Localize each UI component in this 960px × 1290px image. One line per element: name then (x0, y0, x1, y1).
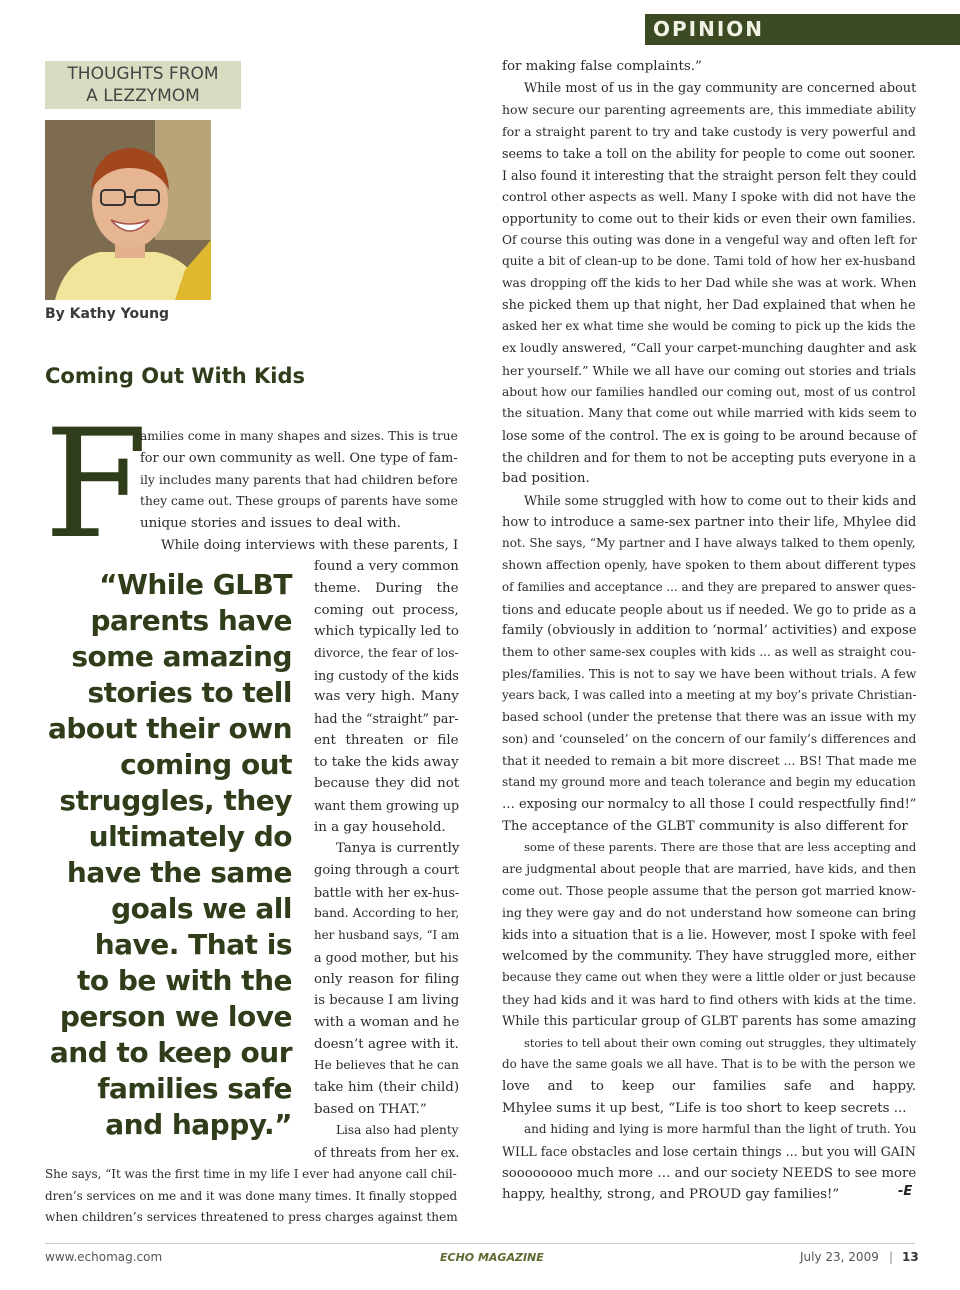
body-text-line: happy, healthy, strong, and PROUD gay families!” (502, 1187, 840, 1203)
body-text-line: While this particular group of GLBT parents has some amazing (502, 1013, 917, 1029)
body-text-line: lose some of the control. The ex is going to be around because of (502, 427, 917, 443)
body-text-line: some of these parents. There are those that are less accepting and (524, 840, 917, 855)
signoff: -E (898, 1184, 913, 1199)
body-text-line: stories to tell about their own coming out struggles, they ultimately (524, 1035, 917, 1050)
body-text-line: do have the same goals we all have. That is to be with the person we (502, 1057, 916, 1072)
body-text-line: about how our families handled our coming out, most of us control (502, 384, 916, 399)
pull-quote-line: ultimately do (88, 820, 292, 853)
pull-quote-line: have. That is (94, 928, 292, 961)
body-text-line: found a very common (314, 559, 459, 575)
body-text-line: going through a court (314, 863, 460, 878)
body-text-line: divorce, the fear of los- (314, 646, 459, 660)
body-text-line: ples/families. This is not to say we have been without trials. A few (502, 666, 917, 681)
body-text-line: to take the kids away (314, 754, 459, 770)
body-text-line: which typically led to (314, 624, 459, 640)
body-text-line: battle with her ex-hus- (314, 884, 460, 900)
author-photo (45, 120, 211, 300)
article-headline: Coming Out With Kids (45, 364, 306, 388)
body-text-line: them to other same-sex couples with kids ... as well as straight cou- (502, 644, 916, 659)
body-text-line: her yourself.” While we all have our coming out stories and trials (502, 362, 917, 378)
body-text-line: ily includes many parents that had children before (140, 472, 458, 488)
body-text-line: opportunity to come out to their kids or even their own families. (502, 210, 916, 226)
body-text-line: of families and acceptance ... and they are prepared to answer ques- (502, 579, 916, 594)
pull-quote-line: some amazing (71, 640, 292, 673)
body-text-line: Lisa also had plenty (336, 1123, 459, 1138)
body-text-line: He believes that he can (314, 1058, 459, 1073)
body-text-line: when children’s services threatened to press charges against them (45, 1210, 458, 1225)
body-text-line: they came out. These groups of parents have some (140, 494, 458, 509)
body-text-line: seems to take a toll on the ability for people to come out sooner. (502, 145, 916, 161)
pull-quote-line: have the same (66, 856, 292, 889)
column-tag (45, 61, 241, 109)
footer-website[interactable]: www.echomag.com (45, 1250, 163, 1264)
body-text-line: I also found it interesting that the straight person felt they could (502, 167, 917, 183)
body-text-line: and hiding and lying is more harmful than the light of truth. You (524, 1122, 917, 1137)
body-text-line: son) and ‘counseled’ on the concern of our family’s differences and (502, 731, 917, 746)
body-text-line: WILL face obstacles and lose certain things ... but you will GAIN (502, 1144, 916, 1159)
body-text-line: band. According to her, (314, 906, 460, 921)
body-text-line: ex loudly answered, “Call your carpet-munching daughter and ask (502, 341, 917, 356)
body-text-line: amilies come in many shapes and sizes. This is true (140, 429, 458, 443)
body-text-line: Mhylee sums it up best, “Life is too short to keep secrets ... (502, 1100, 907, 1116)
body-text-line: for our own community as well. One type of fam- (140, 450, 458, 466)
body-text-line: Tanya is currently (336, 841, 460, 857)
footer-date: July 23, 2009 (800, 1250, 879, 1264)
body-text-line: of threats from her ex. (314, 1145, 460, 1161)
body-text-line: they had kids and it was hard to find others with kids at the time. (502, 992, 917, 1008)
body-text-line: come out. Those people assume that the person got married know- (502, 883, 916, 898)
pull-quote-line: coming out (120, 748, 292, 781)
pull-quote (48, 567, 292, 1143)
pull-quote-line: stories to tell (87, 676, 292, 709)
body-text-line: how to introduce a same-sex partner into their life, Mhylee did (502, 514, 917, 530)
body-text-line: theme. During the (314, 580, 459, 596)
body-text-line: control other aspects as well. Many I spoke with did not have the (502, 189, 916, 205)
body-text-line: Of course this outing was done in a vengeful way and often left for (502, 232, 917, 247)
body-text-line: want them growing up (314, 797, 460, 813)
body-text-line: in a gay household. (314, 819, 446, 835)
body-text-line: shown affection openly, have spoken to them about different types (502, 558, 916, 573)
body-text-line: because they did not (314, 776, 460, 792)
body-text-line: stand my ground more and teach tolerance and begin my education (502, 775, 916, 790)
pull-quote-line: to be with the (77, 964, 292, 997)
pull-quote-line: families safe (97, 1072, 292, 1105)
body-text-line: was very high. Many (314, 689, 459, 705)
body-text-line: the children and for them to not be accepting puts everyone in a (502, 449, 917, 465)
body-text-line: asked her ex what time she would be coming to pick up the kids the (502, 319, 916, 334)
body-text-line: love and to keep our families safe and happy. (502, 1078, 917, 1094)
body-text-line: was dropping off the kids to her Dad while she was at work. When (502, 276, 917, 290)
footer-magazine: ECHO MAGAZINE (440, 1251, 544, 1264)
pull-quote-line: goals we all (111, 892, 292, 925)
page-number: 13 (902, 1250, 919, 1264)
body-text-line: for a straight parent to try and take custody is very powerful and (502, 124, 916, 140)
body-text-line: tions and educate people about us if needed. We go to pride as a (502, 601, 917, 617)
body-text-line: ing they were gay and do not understand how someone can bring (502, 905, 917, 921)
body-text-line: coming out process, (314, 602, 459, 618)
body-text-line: She says, “It was the first time in my life I ever had anyone call chil- (45, 1166, 457, 1181)
body-text-line: While most of us in the gay community are concerned about (524, 80, 917, 96)
body-text-line: based school (under the pretense that there was an issue with my (502, 710, 917, 724)
author-photo-image (45, 120, 211, 300)
footer-rule (45, 1243, 915, 1244)
pull-quote-line: parents have (90, 604, 292, 637)
body-text-line: had the “straight” par- (314, 711, 459, 727)
body-text-line: doesn’t agree with it. (314, 1036, 459, 1052)
body-text-line: is because I am living (314, 993, 460, 1009)
body-text-line: soooooooo much more … and our society NEEDS to see more (502, 1165, 917, 1181)
body-text-line: only reason for filing (314, 971, 460, 987)
body-text-line: how secure our parenting agreements are, this immediate ability (502, 102, 917, 118)
body-text-line: for making false complaints.” (502, 59, 702, 74)
body-text-line: welcomed by the community. They have struggled more, either (502, 948, 916, 964)
body-text-line: because they came out when they were a little older or just because (502, 970, 916, 985)
body-text-line: unique stories and issues to deal with. (140, 515, 401, 531)
byline: By Kathy Young (45, 306, 170, 322)
drop-cap: F (44, 398, 149, 572)
body-text-line: years back, I was called into a meeting at my boy’s private Christian- (502, 688, 917, 703)
column-tag-line: A LEZZYMOM (86, 86, 200, 106)
body-text-line: with a woman and he (314, 1014, 460, 1030)
footer-separator: | (889, 1250, 894, 1264)
body-text-line: ing custody of the kids (314, 667, 459, 683)
body-text-line: are judgmental about people that are married, have kids, and then (502, 861, 917, 876)
pull-quote-line: and happy.” (105, 1108, 292, 1141)
body-text-line: While doing interviews with these parents, I (161, 537, 459, 553)
body-text-line: take him (their child) (314, 1080, 460, 1095)
body-text-line: family (obviously in addition to ‘normal’ activities) and expose (502, 623, 917, 639)
body-text-line: the situation. Many that come out while married with kids seem to (502, 406, 917, 421)
body-text-line: based on THAT.” (314, 1101, 427, 1117)
body-text-line: ent threaten or file (314, 732, 459, 748)
body-text-line: … exposing our normalcy to all those I could respectfully find!” (502, 796, 917, 812)
body-text-line: not. She says, “My partner and I have always talked to them openly, (502, 536, 916, 551)
body-text-line: quite a bit of clean-up to be done. Tami told of how her ex-husband (502, 254, 916, 269)
body-text-line: bad position. (502, 471, 590, 487)
body-text-line: dren’s services on me and it was done many times. It finally stopped (45, 1188, 458, 1203)
pull-quote-line: “While GLBT (99, 568, 292, 601)
pull-quote-line: person we love (59, 1000, 292, 1033)
body-text-line: she picked them up that night, her Dad explained that when he (502, 297, 916, 313)
pull-quote-line: and to keep our (49, 1036, 292, 1069)
body-text-line: her husband says, “I am (314, 928, 460, 943)
section-header: OPINION (645, 14, 960, 45)
pull-quote-line: struggles, they (59, 784, 292, 817)
body-text-line: kids into a situation that is a lie. However, most I spoke with feel (502, 927, 916, 942)
body-text-line: While some struggled with how to come out to their kids and (524, 493, 917, 508)
body-text-line: The acceptance of the GLBT community is also different for (502, 818, 908, 834)
body-text-line: that it needed to remain a bit more discreet ... BS! That made me (502, 753, 917, 769)
column-tag-line: THOUGHTS FROM (67, 64, 219, 84)
pull-quote-line: about their own (48, 712, 292, 745)
body-text-line: a good mother, but his (314, 949, 459, 965)
